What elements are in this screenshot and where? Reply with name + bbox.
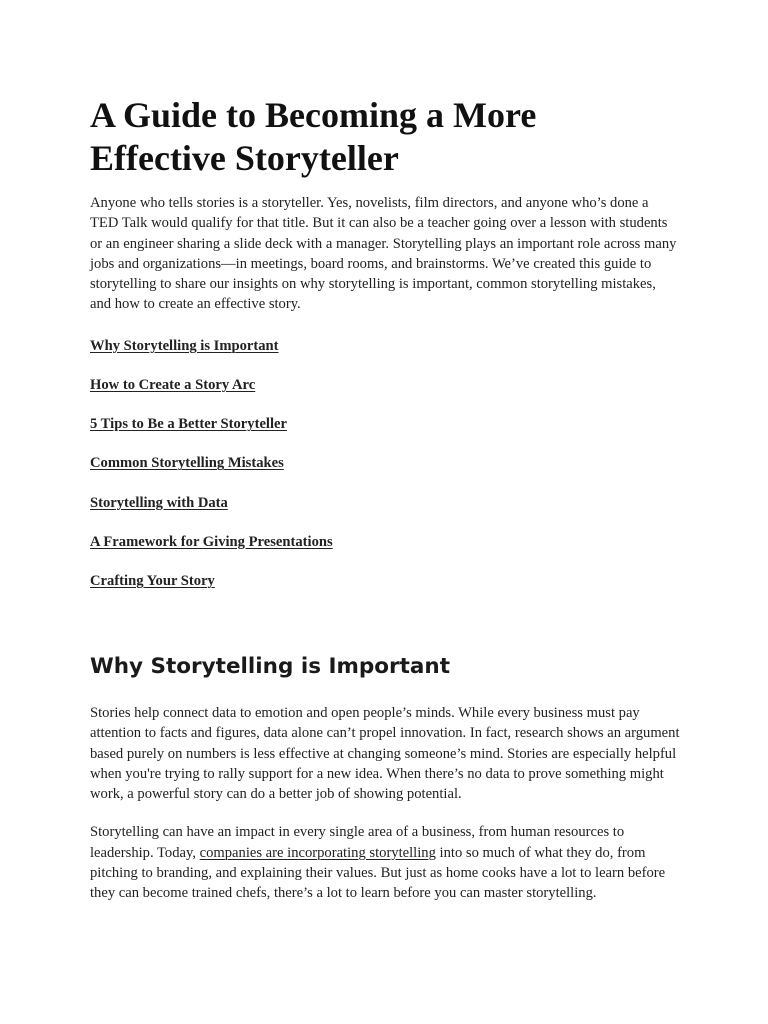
section-heading: Why Storytelling is Important [90,654,451,679]
toc-link-crafting[interactable]: Crafting Your Story [90,572,215,589]
toc-link-story-arc[interactable]: How to Create a Story Arc [90,376,256,393]
toc-item [90,453,680,492]
toc-item [90,493,680,532]
toc-item [90,336,680,375]
section-paragraph-2 [90,822,680,903]
toc-item [90,414,680,453]
paragraph-text: Storytelling can have an impact in every single area of a business, from human resources to leadership. Today, [90,824,625,861]
toc-item [90,571,680,610]
title-line-2: Effective Storyteller [90,138,399,178]
toc-link-data[interactable]: Storytelling with Data [90,494,228,511]
toc-link-mistakes[interactable]: Common Storytelling Mistakes [90,455,284,472]
article [90,94,680,902]
toc-link-why-storytelling[interactable]: Why Storytelling is Important [90,337,279,354]
section-body [90,703,680,904]
toc-item [90,375,680,414]
toc-link-tips[interactable]: 5 Tips to Be a Better Storyteller [90,416,287,433]
companies-storytelling-link[interactable]: companies are incorporating storytelling [199,844,436,861]
table-of-contents [90,336,680,610]
intro-paragraph: Anyone who tells stories is a storyteller. Yes, novelists, film directors, and anyone who’s done a TED Talk would qualify for that title. But it can also be a teacher going over a lesson with students or an engineer sharing a slide deck with a manager. Storytelling plays an important role across many jobs and organizations—in meetings, board rooms, and brainstorms. We’ve created this guide to storytelling to share our insights on why storytelling is important, common storytelling mistakes, and how to create an effective story. [90,195,677,313]
section-paragraph-1: Stories help connect data to emotion and open people’s minds. While every business must pay attention to facts and figures, data alone can’t propel innovation. In fact, research shows an argument based purely on numbers is less effective at changing someone’s mind. Stories are especially helpful when you're trying to rally support for a new idea. When there’s no data to prove something might work, a powerful story can do a better job of showing potential. [90,705,680,803]
title-line-1: A Guide to Becoming a More [90,95,537,135]
paragraph-text: into so much of what they do, from pitching to branding, and explaining their values. But just as home cooks have a lot to learn before they can become trained chefs, there’s a lot to learn before you can master storytelling. [90,844,666,902]
toc-item [90,532,680,571]
toc-link-presentations[interactable]: A Framework for Giving Presentations [90,533,333,550]
page-title [90,94,680,180]
